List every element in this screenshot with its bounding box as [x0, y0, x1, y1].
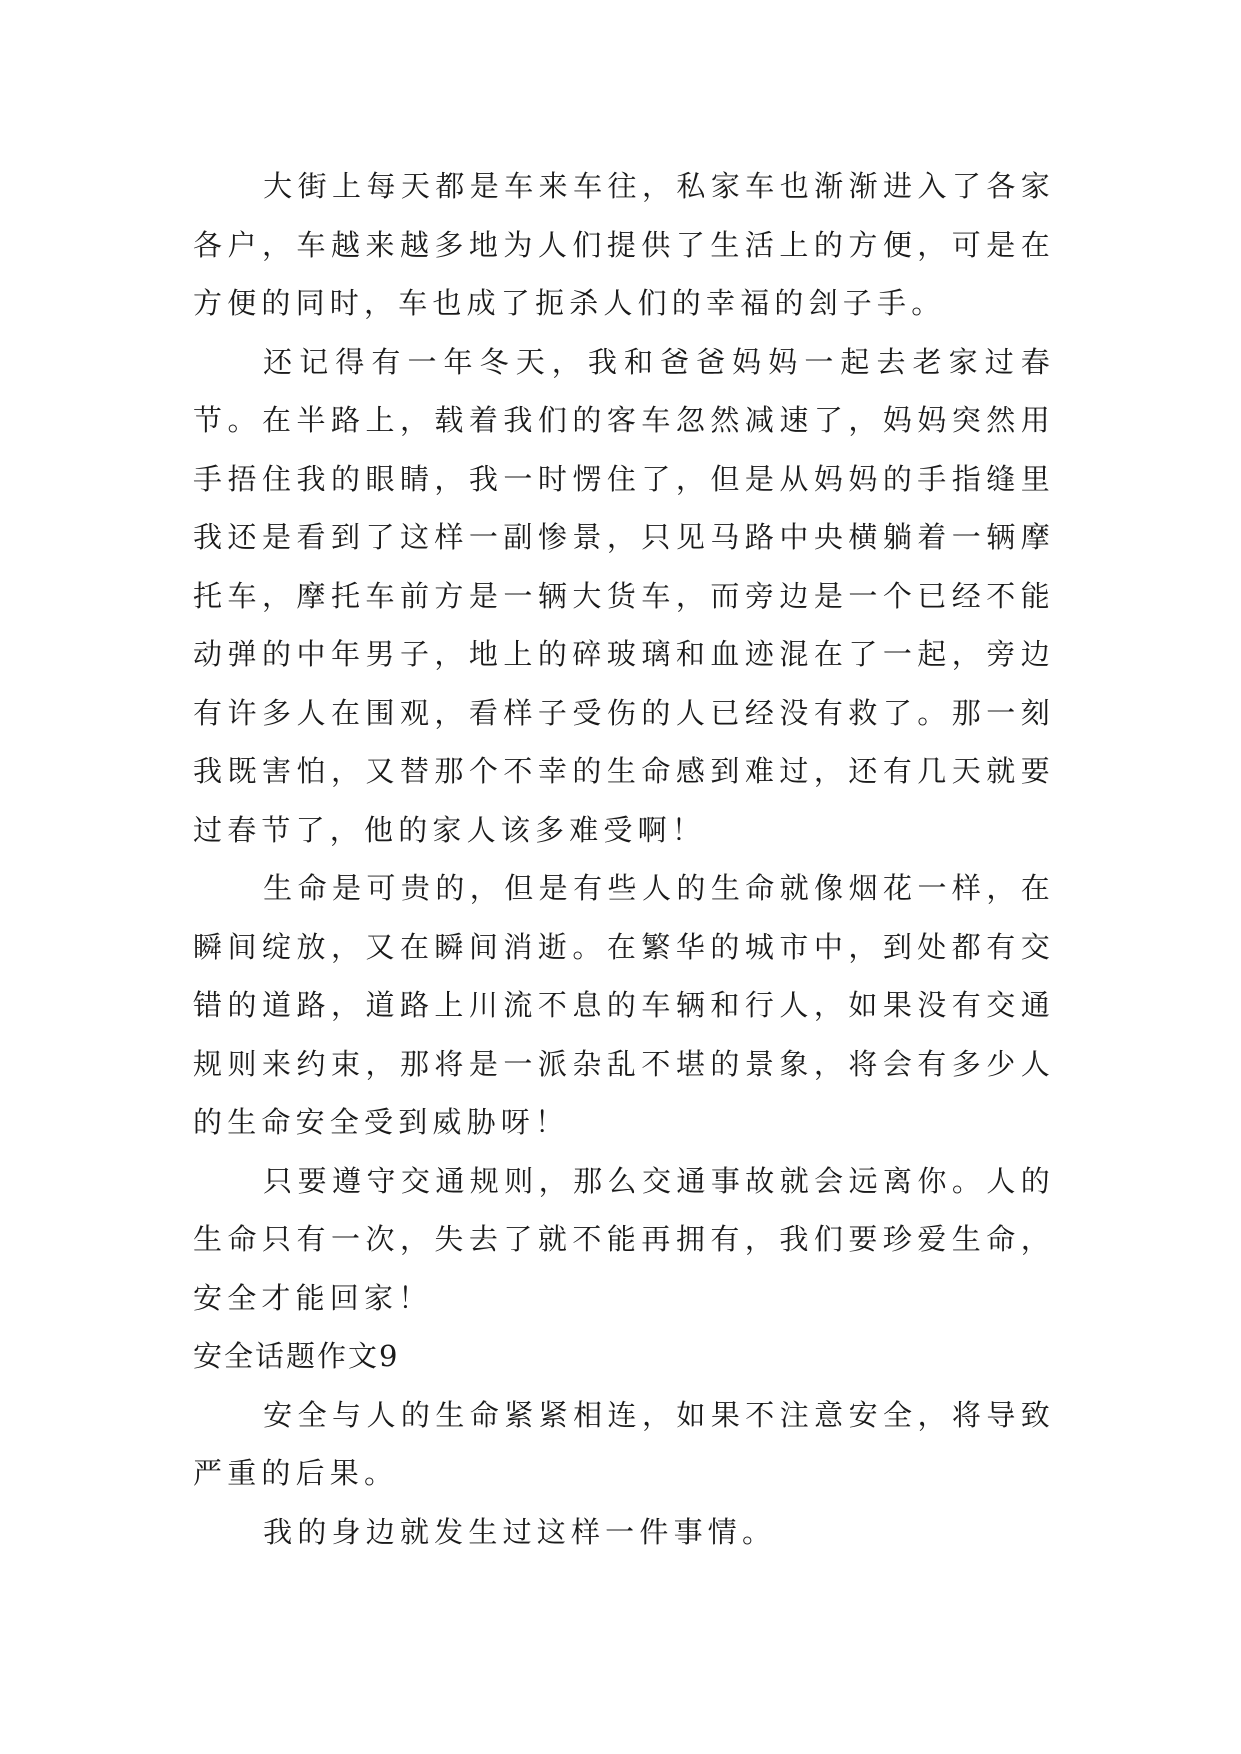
paragraph-1: 大街上每天都是车来车往，私家车也渐渐进入了各家各户，车越来越多地为人们提供了生活上的方便，可是在方便的同时，车也成了扼杀人们的幸福的刽子手。 [193, 169, 1055, 320]
section-heading: 安全话题作文9 [193, 1339, 400, 1373]
paragraph-3: 生命是可贵的，但是有些人的生命就像烟花一样，在瞬间绽放，又在瞬间消逝。在繁华的城市中，到处都有交错的道路，道路上川流不息的车辆和行人，如果没有交通规则来约束，那将是一派杂乱不堪的景象，将会有多少人的生命安全受到威胁呀！ [193, 871, 1055, 1139]
document-body [193, 157, 1055, 1561]
paragraph-5: 安全与人的生命紧紧相连，如果不注意安全，将导致严重的后果。 [193, 1397, 1055, 1490]
paragraph-6: 我的身边就发生过这样一件事情。 [263, 1514, 777, 1549]
paragraph-2: 还记得有一年冬天，我和爸爸妈妈一起去老家过春节。在半路上，载着我们的客车忽然减速了，妈妈突然用手捂住我的眼睛，我一时愣住了，但是从妈妈的手指缝里我还是看到了这样一副惨景，只见马路中央横躺着一辆摩托车，摩托车前方是一辆大货车，而旁边是一个已经不能动弹的中年男子，地上的碎玻璃和血迹混在了一起，旁边有许多人在围观，看样子受伤的人已经没有救了。那一刻我既害怕，又替那个不幸的生命感到难过，还有几天就要过春节了，他的家人该多难受啊！ [193, 344, 1055, 847]
paragraph-4: 只要遵守交通规则，那么交通事故就会远离你。人的生命只有一次，失去了就不能再拥有，我们要珍爱生命，安全才能回家！ [193, 1163, 1055, 1315]
